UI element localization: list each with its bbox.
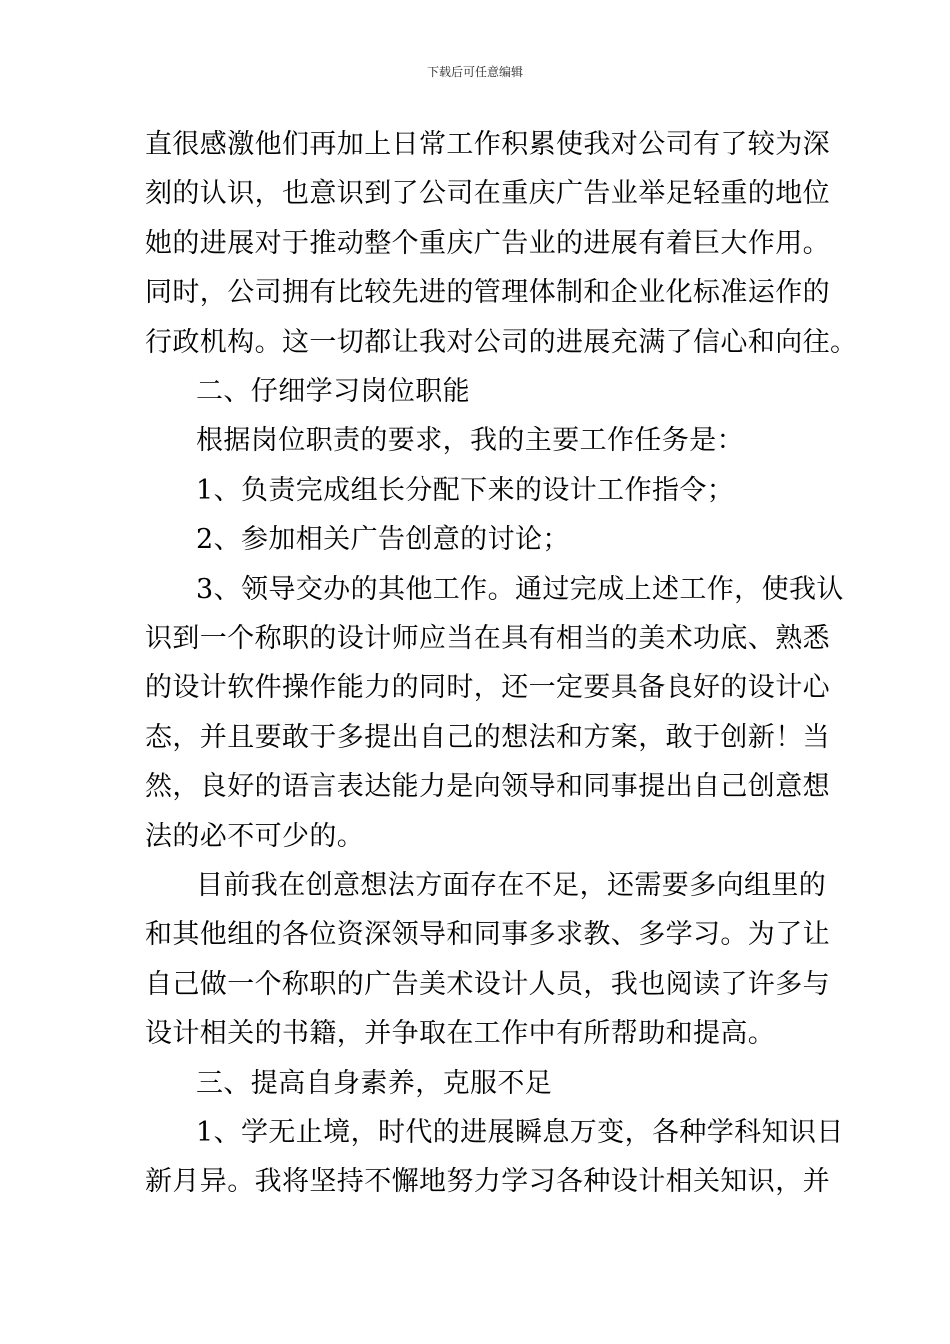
text-line: 然，良好的语言表达能力是向领导和同事提出自己创意想 (145, 771, 830, 803)
text-line: 同时，公司拥有比较先进的管理体制和企业化标准运作的 (145, 277, 830, 309)
text-line: 态，并且要敢于多提出自己的想法和方案，敢于创新！当 (145, 721, 830, 753)
section-heading: 三、提高自身素养，克服不足 (196, 1067, 553, 1099)
text-line: 和其他组的各位资深领导和同事多求教、多学习。为了让 (145, 919, 830, 951)
list-item: 1、学无止境，时代的进展瞬息万变，各种学科知识日 (196, 1117, 844, 1148)
text-line: 设计相关的书籍，并争取在工作中有所帮助和提高。 (145, 1018, 776, 1050)
list-item: 2、参加相关广告创意的讨论； (196, 524, 570, 556)
list-item: 3、领导交办的其他工作。通过完成上述工作，使我认 (196, 573, 844, 605)
text-line: 目前我在创意想法方面存在不足，还需要多向组里的 (196, 870, 827, 901)
section-heading: 二、仔细学习岗位职能 (196, 376, 470, 407)
list-item: 1、负责完成组长分配下来的设计工作指令； (196, 474, 735, 506)
text-line: 刻的认识，也意识到了公司在重庆广告业举足轻重的地位 (145, 178, 830, 210)
text-line: 自己做一个称职的广告美术设计人员，我也阅读了许多与 (145, 968, 830, 1000)
text-line: 根据岗位职责的要求，我的主要工作任务是： (196, 425, 744, 457)
page-header-note: 下载后可任意编辑 (426, 65, 523, 79)
text-line: 直很感激他们再加上日常工作积累使我对公司有了较为深 (145, 129, 830, 160)
text-line: 的设计软件操作能力的同时，还一定要具备良好的设计心 (145, 672, 830, 704)
text-line: 她的进展对于推动整个重庆广告业的进展有着巨大作用。 (145, 227, 830, 259)
text-line: 新月异。我将坚持不懈地努力学习各种设计相关知识，并 (145, 1166, 830, 1198)
text-line: 行政机构。这一切都让我对公司的进展充满了信心和向往。 (145, 326, 858, 358)
text-line: 法的必不可少的。 (145, 820, 365, 852)
text-line: 识到一个称职的设计师应当在具有相当的美术功底、熟悉 (145, 623, 830, 654)
